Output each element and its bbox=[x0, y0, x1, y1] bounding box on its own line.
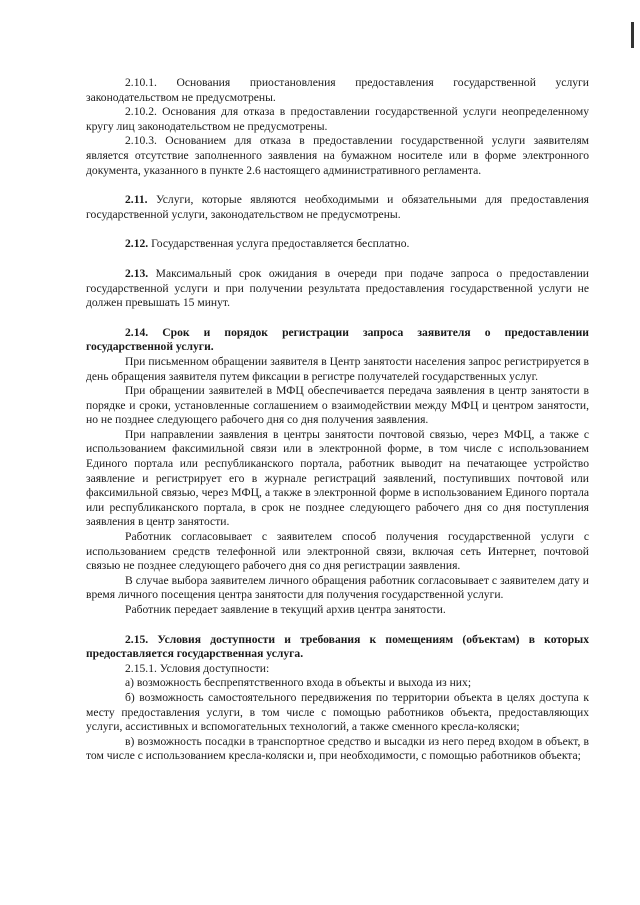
list-item-b: б) возможность самостоятельного передвижения по территории объекта в целях доступа к месту предоставления услуги, в том числе с помощью работников объекта, предоставляющих услуги, ассистивных и вспомогательных технологий, а также сменного кресла-коляски; bbox=[86, 690, 589, 734]
section-2-13 bbox=[86, 267, 589, 311]
section-2-14-paragraph-3: При направлении заявления в центры занятости почтовой связью, через МФЦ, а также с использованием факсимильной связи или в электронной форме, в том числе с использованием Единого портала или республиканского портала, работник выводит на печатающее устройство заявление и регистрирует его в журнале регистраций заявлений, поступивших почтовой или факсимильной связью, через МФЦ, а также в электронной форме в использованием Единого портала или республиканского портала, в срок не позднее следующего рабочего дня со дня поступления заявления в центр занятости. bbox=[86, 427, 589, 529]
section-2-11 bbox=[86, 193, 589, 222]
list-item-v: в) возможность посадки в транспортное средство и высадки из него перед входом в объект, в том числе с использованием кресла-коляски и, при необходимости, с помощью работников объекта; bbox=[86, 734, 589, 763]
section-2-12-text: Государственная услуга предоставляется бесплатно. bbox=[148, 237, 410, 251]
section-2-14-heading-text: 2.14. Срок и порядок регистрации запроса заявителя о предоставлении государственной услуги. bbox=[86, 325, 589, 354]
section-2-12-number: 2.12. bbox=[125, 237, 149, 251]
section-2-14-paragraph-4: Работник согласовывает с заявителем способ получения государственной услуги с использованием средств телефонной или электронной связи, включая сеть Интернет, почтовой связью не позднее следующего рабочего дня со дня регистрации заявления. bbox=[86, 530, 589, 573]
section-2-15-heading-text: 2.15. Условия доступности и требования к помещениям (объектам) в которых предоставляется государственная услуга. bbox=[86, 632, 589, 661]
paragraph-2-10-2: 2.10.2. Основания для отказа в предоставлении государственной услуги неопределенному кругу лиц законодательством не предусмотрены. bbox=[86, 105, 589, 133]
section-2-13-number: 2.13. bbox=[125, 266, 149, 280]
section-2-15-1: 2.15.1. Условия доступности: bbox=[125, 661, 270, 675]
section-2-14-heading bbox=[86, 326, 589, 355]
scan-edge-mark bbox=[631, 22, 634, 48]
section-2-15-heading bbox=[86, 633, 589, 662]
section-2-14-paragraph-1: При письменном обращении заявителя в Центр занятости населения запрос регистрируется в день обращения заявителя путем фиксации в регистре получателей государственных услуг. bbox=[86, 354, 589, 383]
section-2-14-paragraph-5: В случае выбора заявителем личного обращения работник согласовывает с заявителем дату и время личного посещения центра занятости для получения государственной услуги. bbox=[86, 573, 589, 602]
section-2-13-text: Максимальный срок ожидания в очереди при подаче запроса о предоставлении государственной услуги и при получении результата предоставления государственной услуги не должен превышать 15 минут. bbox=[86, 266, 589, 310]
list-item-a: а) возможность беспрепятственного входа в объекты и выхода из них; bbox=[125, 676, 472, 690]
section-2-14-paragraph-6: Работник передает заявление в текущий архив центра занятости. bbox=[125, 603, 446, 616]
section-2-11-number: 2.11. bbox=[125, 193, 148, 207]
paragraph-2-10-3: 2.10.3. Основанием для отказа в предоставлении государственной услуги заявителям является отсутствие заполненного заявления на бумажном носителе или в форме электронного документа, указанного в пункте 2.6 настоящего административного регламента. bbox=[86, 134, 589, 177]
section-2-11-text: Услуги, которые являются необходимыми и обязательными для предоставления государственной услуги, законодательством не предусмотрены. bbox=[86, 193, 589, 221]
paragraph-2-10-1: 2.10.1. Основания приостановления предоставления государственной услуги законодательством не предусмотрены. bbox=[86, 76, 589, 104]
document-page bbox=[86, 76, 589, 764]
section-2-14-paragraph-2: При обращении заявителей в МФЦ обеспечивается передача заявления в центр занятости в порядке и сроки, установленные соглашением о взаимодействии между МФЦ и центром занятости, но не позднее следующего рабочего дня со дня получения заявления. bbox=[86, 384, 589, 427]
section-2-12 bbox=[86, 237, 589, 252]
